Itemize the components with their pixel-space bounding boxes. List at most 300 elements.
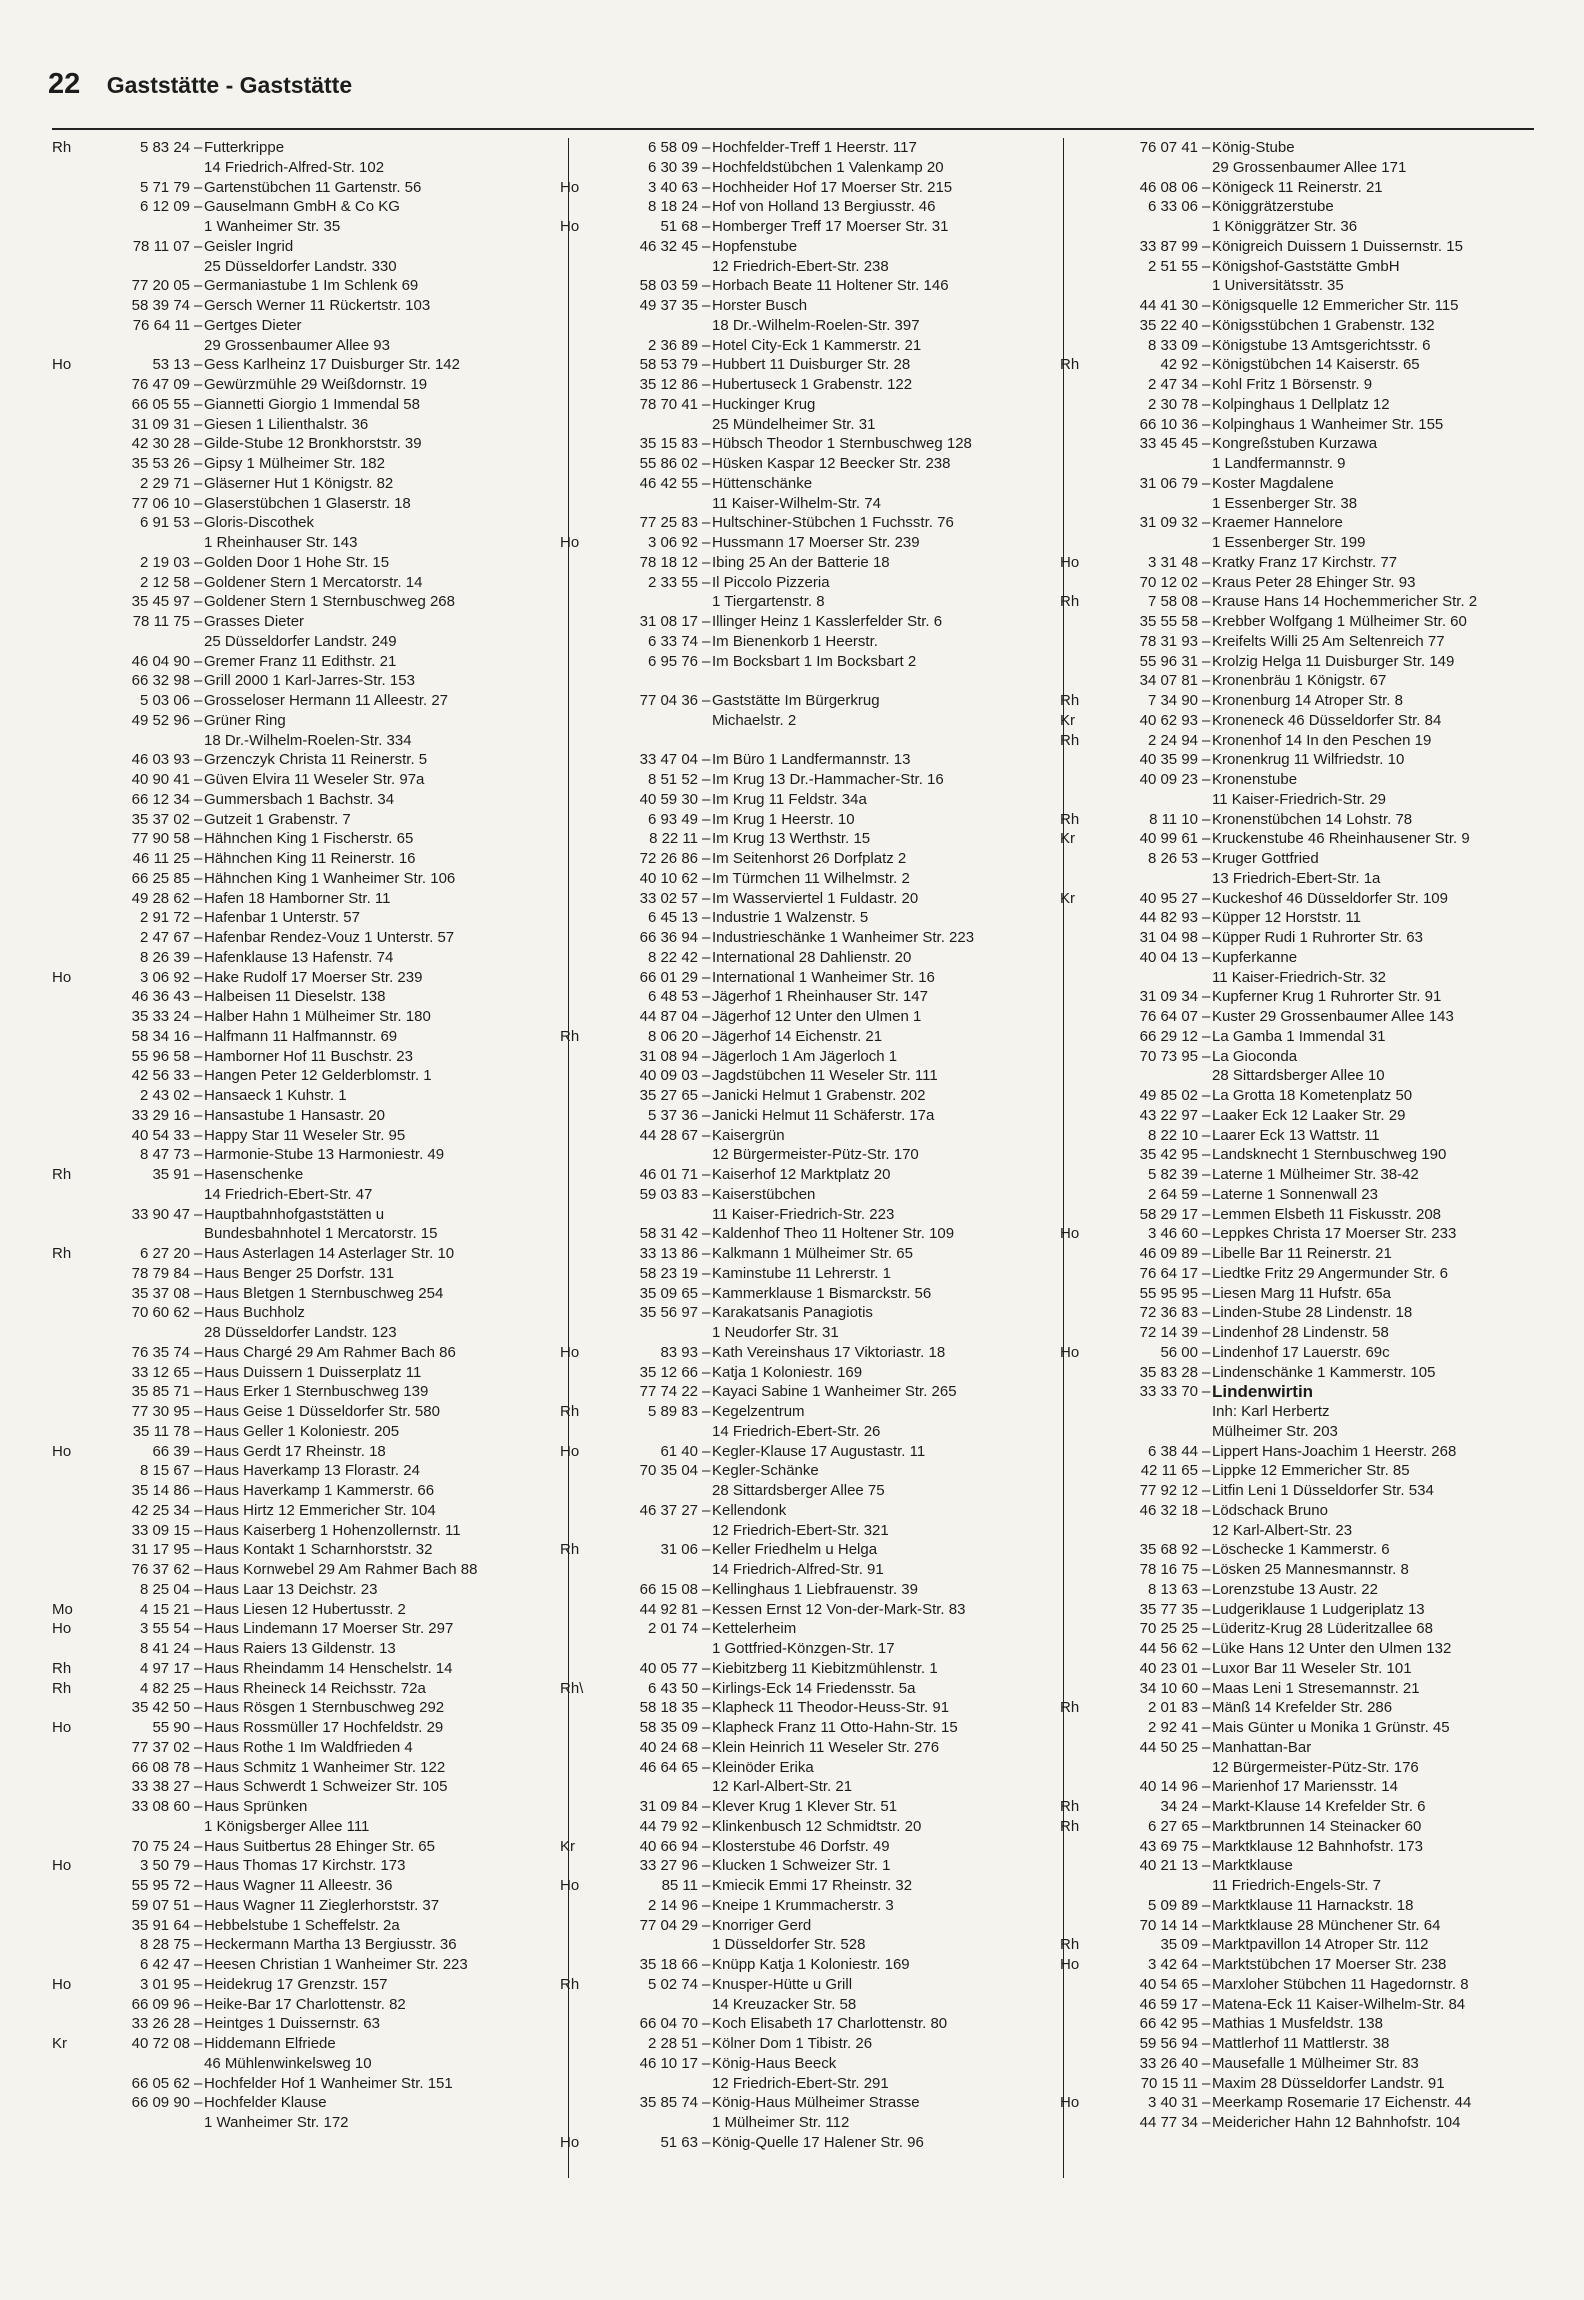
district-prefix bbox=[52, 1995, 96, 2015]
listing-entry bbox=[560, 553, 1046, 573]
entry-dash: – bbox=[194, 2015, 203, 2033]
entry-dash: – bbox=[1202, 1482, 1211, 1499]
listing-entry bbox=[1060, 1896, 1536, 1916]
phone-number: 42 11 65 bbox=[1140, 1462, 1198, 1480]
entry-name-address: Kuster 29 Grossenbaumer Allee 143 bbox=[1212, 1008, 1454, 1025]
entry-name-address: Haus Buchholz bbox=[204, 1304, 305, 1322]
entry-name-address: Kohl Fritz 1 Börsenstr. 9 bbox=[1212, 376, 1373, 393]
entry-dash: – bbox=[1202, 336, 1211, 354]
district-prefix bbox=[52, 1580, 96, 1600]
entry-name-address: Industrieschänke 1 Wanheimer Str. 223 bbox=[712, 929, 975, 946]
phone-number: 46 11 25 bbox=[132, 850, 190, 867]
phone-number: 40 14 96 bbox=[1139, 1778, 1198, 1796]
entry-dash: – bbox=[702, 889, 711, 907]
entry-dash: – bbox=[702, 1620, 711, 1638]
listing-entry bbox=[52, 1027, 548, 1047]
entry-dash: – bbox=[194, 771, 203, 788]
phone-number: 66 10 36 bbox=[1139, 415, 1198, 433]
listing-entry bbox=[52, 138, 548, 158]
listing-entry bbox=[560, 1244, 1046, 1264]
entry-dash: – bbox=[194, 1205, 203, 1223]
phone-number: 31 06 79 bbox=[1139, 474, 1198, 492]
entry-name-address: Marienhof 17 Mariensstr. 14 bbox=[1212, 1778, 1398, 1796]
phone-number: 77 20 05 bbox=[131, 277, 190, 295]
entry-dash: – bbox=[702, 948, 711, 966]
district-prefix bbox=[560, 158, 604, 178]
entry-name-address: Matena-Eck 11 Kaiser-Wilhelm-Str. 84 bbox=[1212, 1995, 1466, 2013]
district-prefix bbox=[1060, 1461, 1104, 1481]
listing-entry bbox=[560, 375, 1046, 395]
district-prefix bbox=[52, 1481, 96, 1501]
entry-dash: – bbox=[702, 1501, 711, 1519]
district-prefix bbox=[560, 454, 604, 474]
entry-name-address: Hochfelder Hof 1 Wanheimer Str. 151 bbox=[204, 2074, 453, 2092]
listing-entry bbox=[560, 1047, 1046, 1067]
district-prefix bbox=[560, 1007, 604, 1027]
listing-entry bbox=[560, 1066, 1046, 1086]
phone-number: 40 35 99 bbox=[1139, 751, 1198, 769]
entry-name-address: Haus Kontakt 1 Scharnhorststr. 32 bbox=[204, 1541, 433, 1559]
listing-entry bbox=[560, 1086, 1046, 1106]
page-header bbox=[48, 68, 1538, 110]
entry-name-address: Grzenczyk Christa 11 Reinerstr. 5 bbox=[204, 751, 428, 769]
entry-name-address: Kirlings-Eck 14 Friedensstr. 5a bbox=[712, 1679, 916, 1697]
entry-name-address: Haus Rossmüller 17 Hochfeldstr. 29 bbox=[204, 1719, 444, 1736]
district-prefix bbox=[1060, 1047, 1104, 1067]
entry-dash: – bbox=[1202, 1719, 1211, 1736]
phone-number: 8 28 75 bbox=[139, 1936, 190, 1954]
entry-name-address: Haus Wagner 11 Alleestr. 36 bbox=[204, 1877, 393, 1894]
district-prefix bbox=[560, 810, 604, 830]
listing-entry bbox=[1060, 1955, 1536, 1975]
district-prefix bbox=[560, 1659, 604, 1679]
district-prefix bbox=[52, 1145, 96, 1165]
phone-number: 72 26 86 bbox=[639, 850, 698, 867]
listing-entry bbox=[1060, 395, 1536, 415]
entry-dash: – bbox=[1202, 395, 1211, 413]
entry-dash: – bbox=[194, 1936, 203, 1954]
phone-number: 35 42 95 bbox=[1139, 1146, 1198, 1164]
listing-entry bbox=[52, 1422, 548, 1442]
entry-name-address: Kongreßstuben Kurzawa bbox=[1212, 435, 1378, 453]
district-prefix bbox=[1060, 1264, 1104, 1284]
listing-entry bbox=[52, 1797, 548, 1817]
phone-number: 2 43 02 bbox=[139, 1087, 190, 1104]
page-title: Gaststätte - Gaststätte bbox=[106, 72, 353, 98]
entry-dash: – bbox=[702, 1403, 711, 1420]
entry-dash: – bbox=[702, 1719, 711, 1736]
listing-entry bbox=[560, 1106, 1046, 1126]
listing-entry bbox=[560, 1738, 1046, 1758]
district-prefix: Rh bbox=[560, 1403, 580, 1420]
district-prefix: Kr bbox=[1060, 830, 1075, 848]
phone-number: 58 31 42 bbox=[639, 1225, 698, 1243]
listing-entry bbox=[560, 474, 1046, 494]
district-prefix bbox=[560, 276, 604, 296]
phone-number: 2 29 71 bbox=[139, 474, 190, 492]
address-continuation: 29 Grossenbaumer Allee 93 bbox=[204, 336, 390, 354]
listing-entry bbox=[560, 1856, 1046, 1876]
phone-number: 6 33 74 bbox=[647, 632, 698, 650]
listing-entry bbox=[560, 276, 1046, 296]
district-prefix bbox=[52, 474, 96, 494]
entry-name-address: Kolpinghaus 1 Wanheimer Str. 155 bbox=[1212, 415, 1444, 433]
entry-name-address: Grüner Ring bbox=[204, 711, 286, 729]
district-prefix bbox=[560, 1600, 604, 1620]
listing-entry bbox=[1060, 770, 1536, 790]
entry-name-address: König-Stube bbox=[1212, 139, 1295, 156]
listing-entry bbox=[52, 1481, 548, 1501]
entry-dash: – bbox=[1202, 1916, 1211, 1934]
district-prefix: Rh bbox=[560, 1541, 580, 1559]
phone-number: 85 11 bbox=[661, 1877, 698, 1894]
district-prefix bbox=[52, 1935, 96, 1955]
district-prefix: Ho bbox=[52, 1975, 72, 1993]
phone-number: 40 10 62 bbox=[639, 869, 698, 887]
entry-name-address: Halbeisen 11 Dieselstr. 138 bbox=[204, 988, 386, 1006]
entry-name-address: Haus Suitbertus 28 Ehinger Str. 65 bbox=[204, 1837, 435, 1855]
entry-name-address: Kuckeshof 46 Düsseldorfer Str. 109 bbox=[1212, 889, 1448, 907]
listing-entry bbox=[52, 197, 548, 217]
listing-entry bbox=[560, 1461, 1046, 1481]
entry-name-address: Huckinger Krug bbox=[712, 395, 816, 413]
district-prefix bbox=[1060, 1007, 1104, 1027]
phone-number: 44 87 04 bbox=[639, 1008, 698, 1025]
phone-number: 70 73 95 bbox=[1139, 1047, 1198, 1065]
entry-dash: – bbox=[1202, 1541, 1211, 1559]
listing-entry bbox=[52, 434, 548, 454]
phone-number: 2 92 41 bbox=[1147, 1719, 1198, 1736]
address-continuation: 12 Friedrich-Ebert-Str. 291 bbox=[712, 2074, 889, 2092]
phone-number: 70 14 14 bbox=[1139, 1916, 1198, 1934]
listing-entry bbox=[52, 948, 548, 968]
entry-dash: – bbox=[1202, 1679, 1211, 1697]
entry-dash: – bbox=[194, 692, 203, 709]
district-prefix bbox=[1060, 2014, 1104, 2034]
entry-name-address: Heintges 1 Duissernstr. 63 bbox=[204, 2015, 380, 2033]
entry-dash: – bbox=[194, 1343, 203, 1361]
phone-number: 46 59 17 bbox=[1139, 1995, 1198, 2013]
listing-entry bbox=[52, 790, 548, 810]
listing-entry bbox=[1060, 671, 1536, 691]
entry-name-address: Lippert Hans-Joachim 1 Heerstr. 268 bbox=[1212, 1442, 1457, 1460]
listing-entry bbox=[1060, 2014, 1536, 2034]
listing-entry bbox=[560, 197, 1046, 217]
entry-name-address: Koster Magdalene bbox=[1212, 474, 1334, 492]
listing-entry bbox=[52, 1205, 548, 1225]
entry-name-address: Kaminstube 11 Lehrerstr. 1 bbox=[712, 1264, 891, 1282]
listing-entry bbox=[52, 1718, 548, 1738]
district-prefix bbox=[560, 138, 604, 158]
entry-dash: – bbox=[1202, 2074, 1211, 2092]
entry-name-address: La Grotta 18 Kometenplatz 50 bbox=[1212, 1087, 1413, 1104]
entry-dash: – bbox=[1202, 2015, 1211, 2033]
entry-name-address: Hebbelstube 1 Scheffelstr. 2a bbox=[204, 1916, 400, 1934]
phone-number: 51 63 bbox=[660, 2133, 698, 2151]
district-prefix bbox=[560, 790, 604, 810]
listing-entry bbox=[1060, 1738, 1536, 1758]
address-continuation: 1 Universitätsstr. 35 bbox=[1212, 277, 1344, 295]
district-prefix bbox=[1060, 1106, 1104, 1126]
district-prefix bbox=[52, 1698, 96, 1718]
phone-number: 40 99 61 bbox=[1139, 830, 1198, 848]
entry-name-address: Knusper-Hütte u Grill bbox=[712, 1975, 853, 1993]
district-prefix: Ho bbox=[560, 534, 580, 551]
entry-name-address: Marktbrunnen 14 Steinacker 60 bbox=[1212, 1817, 1422, 1835]
listing-entry bbox=[52, 1955, 548, 1975]
phone-number: 35 11 78 bbox=[132, 1422, 190, 1440]
phone-number: 2 47 67 bbox=[139, 929, 190, 946]
district-prefix bbox=[1060, 296, 1104, 316]
district-prefix bbox=[560, 1066, 604, 1086]
entry-name-address: Lindenhof 28 Lindenstr. 58 bbox=[1212, 1324, 1389, 1341]
entry-dash: – bbox=[194, 751, 203, 769]
entry-dash: – bbox=[702, 2054, 711, 2072]
district-prefix bbox=[1060, 1382, 1104, 1402]
entry-dash: – bbox=[194, 494, 203, 512]
listing-entry bbox=[52, 1066, 548, 1086]
entry-dash: – bbox=[702, 336, 711, 354]
listing-entry bbox=[1060, 1797, 1536, 1817]
listing-entry bbox=[560, 296, 1046, 316]
phone-number: 33 45 45 bbox=[1139, 435, 1198, 453]
entry-dash: – bbox=[1202, 1995, 1211, 2013]
phone-number: 3 55 54 bbox=[139, 1620, 190, 1638]
phone-number: 77 30 95 bbox=[131, 1403, 190, 1420]
entry-dash: – bbox=[1202, 1778, 1211, 1796]
entry-name-address: Lüderitz-Krug 28 Lüderitzallee 68 bbox=[1212, 1620, 1433, 1638]
listing-entry bbox=[1060, 1619, 1536, 1639]
entry-dash: – bbox=[194, 1363, 203, 1381]
district-prefix bbox=[1060, 1540, 1104, 1560]
district-prefix bbox=[1060, 434, 1104, 454]
entry-dash: – bbox=[194, 1580, 203, 1598]
address-continuation: 11 Kaiser-Friedrich-Str. 223 bbox=[712, 1205, 895, 1223]
address-continuation: 29 Grossenbaumer Allee 171 bbox=[1212, 158, 1407, 176]
listing-entry bbox=[560, 889, 1046, 909]
entry-name-address: Haus Rheindamm 14 Henschelstr. 14 bbox=[204, 1659, 453, 1677]
district-prefix bbox=[560, 889, 604, 909]
address-continuation: Mülheimer Str. 203 bbox=[1212, 1422, 1338, 1440]
district-prefix: Rh bbox=[1060, 810, 1080, 828]
entry-dash: – bbox=[1202, 771, 1211, 788]
phone-number: 5 37 36 bbox=[647, 1106, 698, 1124]
entry-name-address: Hähnchen King 11 Reinerstr. 16 bbox=[204, 850, 416, 867]
entry-dash: – bbox=[194, 1462, 203, 1480]
phone-number: 34 10 60 bbox=[1139, 1679, 1198, 1697]
phone-number: 66 09 90 bbox=[131, 2094, 190, 2112]
listing-entry bbox=[52, 1363, 548, 1383]
district-prefix bbox=[560, 2014, 604, 2034]
entry-dash: – bbox=[1202, 553, 1211, 571]
listing-entry bbox=[1060, 1560, 1536, 1580]
listing-entry bbox=[560, 336, 1046, 356]
entry-name-address: Löschecke 1 Kammerstr. 6 bbox=[1212, 1541, 1390, 1559]
entry-name-address: Mattlerhof 11 Mattlerstr. 38 bbox=[1212, 2035, 1390, 2052]
phone-number: 59 56 94 bbox=[1139, 2035, 1198, 2052]
listing-entry bbox=[1060, 948, 1536, 968]
listing-entry bbox=[52, 2093, 548, 2113]
phone-number: 5 09 89 bbox=[1147, 1896, 1198, 1914]
entry-name-address: Mänß 14 Krefelder Str. 286 bbox=[1212, 1699, 1393, 1717]
entry-dash: – bbox=[194, 1541, 203, 1559]
district-prefix bbox=[560, 336, 604, 356]
district-prefix bbox=[1060, 1777, 1104, 1797]
phone-number: 31 09 84 bbox=[639, 1798, 698, 1815]
entry-dash: – bbox=[702, 158, 711, 176]
entry-dash: – bbox=[1202, 415, 1211, 433]
phone-number: 55 86 02 bbox=[639, 455, 698, 472]
entry-dash: – bbox=[1202, 1087, 1211, 1104]
listing-entry bbox=[1060, 1284, 1536, 1304]
listing-entry bbox=[1060, 1086, 1536, 1106]
phone-number: 2 28 51 bbox=[647, 2035, 698, 2052]
entry-name-address: Halfmann 11 Halfmannstr. 69 bbox=[204, 1027, 398, 1045]
entry-name-address: Lindenwirtin bbox=[1212, 1382, 1314, 1402]
listing-entry bbox=[560, 1837, 1046, 1857]
listing-entry bbox=[1060, 829, 1536, 849]
entry-name-address: Im Krug 13 Dr.-Hammacher-Str. 16 bbox=[712, 771, 944, 788]
entry-name-address: Königsquelle 12 Emmericher Str. 115 bbox=[1212, 297, 1459, 314]
district-prefix bbox=[560, 1797, 604, 1817]
district-prefix bbox=[1060, 1639, 1104, 1659]
entry-dash: – bbox=[702, 1956, 711, 1973]
entry-name-address: Kleinöder Erika bbox=[712, 1758, 814, 1776]
district-prefix bbox=[1060, 513, 1104, 533]
entry-dash: – bbox=[1202, 1501, 1211, 1519]
phone-number: 8 51 52 bbox=[647, 771, 698, 788]
district-prefix bbox=[52, 750, 96, 770]
district-prefix bbox=[1060, 1284, 1104, 1304]
entry-name-address: Knüpp Katja 1 Koloniestr. 169 bbox=[712, 1956, 910, 1973]
district-prefix: Rh bbox=[52, 1245, 72, 1262]
listing-entry bbox=[52, 553, 548, 573]
entry-dash: – bbox=[194, 1422, 203, 1440]
entry-name-address: Mausefalle 1 Mülheimer Str. 83 bbox=[1212, 2054, 1419, 2072]
address-continuation: 11 Kaiser-Wilhelm-Str. 74 bbox=[712, 494, 881, 512]
entry-dash: – bbox=[194, 1501, 203, 1519]
entry-name-address: Marktklause 12 Bahnhofstr. 173 bbox=[1212, 1837, 1423, 1855]
listing-entry bbox=[560, 1442, 1046, 1462]
entry-name-address: Königsstübchen 1 Grabenstr. 132 bbox=[1212, 316, 1435, 334]
entry-dash: – bbox=[1202, 988, 1211, 1006]
entry-dash: – bbox=[1202, 1185, 1211, 1203]
district-prefix bbox=[1060, 1442, 1104, 1462]
phone-number: 2 33 55 bbox=[647, 573, 698, 591]
entry-dash: – bbox=[194, 1995, 203, 2013]
entry-name-address: Kellinghaus 1 Liebfrauenstr. 39 bbox=[712, 1580, 918, 1598]
listing-entry bbox=[1060, 1165, 1536, 1185]
listing-entry bbox=[52, 671, 548, 691]
entry-dash: – bbox=[194, 1146, 203, 1164]
entry-dash: – bbox=[1202, 1817, 1211, 1835]
listing-entry bbox=[560, 2034, 1046, 2054]
entry-dash: – bbox=[702, 178, 711, 196]
listing-entry bbox=[1060, 1047, 1536, 1067]
phone-number: 70 75 24 bbox=[131, 1837, 190, 1855]
entry-name-address: Kolpinghaus 1 Dellplatz 12 bbox=[1212, 395, 1390, 413]
entry-dash: – bbox=[1202, 1166, 1211, 1183]
district-prefix bbox=[560, 829, 604, 849]
listing-entry bbox=[560, 1540, 1046, 1560]
entry-name-address: Hafenklause 13 Hafenstr. 74 bbox=[204, 948, 394, 966]
entry-dash: – bbox=[1202, 751, 1211, 769]
listing-entry bbox=[52, 711, 548, 731]
district-prefix bbox=[52, 770, 96, 790]
district-prefix bbox=[52, 1521, 96, 1541]
phone-number: 40 05 77 bbox=[639, 1659, 698, 1677]
listing-entry bbox=[52, 612, 548, 632]
listing-entry bbox=[52, 810, 548, 830]
district-prefix bbox=[1060, 2054, 1104, 2074]
district-prefix bbox=[52, 1047, 96, 1067]
address-continuation: 12 Karl-Albert-Str. 23 bbox=[1212, 1521, 1353, 1539]
listing-entry bbox=[1060, 849, 1536, 869]
phone-number: 40 21 13 bbox=[1139, 1857, 1198, 1875]
phone-number: 66 05 62 bbox=[131, 2074, 190, 2092]
phone-number: 33 26 28 bbox=[131, 2015, 190, 2033]
listing-entry bbox=[52, 513, 548, 533]
entry-dash: – bbox=[1202, 1324, 1211, 1341]
district-prefix: Rh bbox=[560, 1027, 580, 1045]
entry-dash: – bbox=[194, 1245, 203, 1262]
listing-entry bbox=[1060, 1995, 1536, 2015]
entry-dash: – bbox=[1202, 297, 1211, 314]
district-prefix: Ho bbox=[52, 1442, 72, 1460]
phone-number: 46 10 17 bbox=[639, 2054, 698, 2072]
district-prefix bbox=[52, 375, 96, 395]
listing-entry bbox=[52, 1047, 548, 1067]
entry-dash: – bbox=[702, 1896, 711, 1914]
entry-name-address: Kruckenstube 46 Rheinhausener Str. 9 bbox=[1212, 830, 1470, 848]
listing-entry bbox=[560, 652, 1046, 672]
district-prefix bbox=[560, 1758, 604, 1778]
entry-name-address: Linden-Stube 28 Lindenstr. 18 bbox=[1212, 1304, 1413, 1322]
phone-number: 2 51 55 bbox=[1147, 257, 1198, 275]
entry-dash: – bbox=[194, 1383, 203, 1401]
district-prefix bbox=[560, 1698, 604, 1718]
phone-number: 8 33 09 bbox=[1147, 336, 1198, 354]
entry-dash: – bbox=[1202, 198, 1211, 216]
listing-entry bbox=[1060, 336, 1536, 356]
listing-entry bbox=[560, 1659, 1046, 1679]
phone-number: 2 30 78 bbox=[1147, 395, 1198, 413]
phone-number: 76 47 09 bbox=[131, 376, 190, 393]
district-prefix bbox=[1060, 1244, 1104, 1264]
phone-number: 78 16 75 bbox=[1139, 1561, 1198, 1578]
district-prefix: Mo bbox=[52, 1600, 73, 1618]
phone-number: 76 35 74 bbox=[131, 1343, 190, 1361]
district-prefix bbox=[1060, 1363, 1104, 1383]
listing-entry bbox=[1060, 1185, 1536, 1205]
phone-number: 31 08 17 bbox=[639, 613, 698, 630]
entry-name-address: Hultschiner-Stübchen 1 Fuchsstr. 76 bbox=[712, 514, 954, 532]
entry-name-address: Harmonie-Stube 13 Harmoniestr. 49 bbox=[204, 1146, 445, 1164]
entry-dash: – bbox=[702, 652, 711, 670]
phone-number: 35 83 28 bbox=[1139, 1363, 1198, 1381]
phone-number: 6 93 49 bbox=[647, 810, 698, 828]
district-prefix bbox=[52, 908, 96, 928]
entry-name-address: Happy Star 11 Weseler Str. 95 bbox=[204, 1126, 406, 1144]
address-continuation: 12 Karl-Albert-Str. 21 bbox=[712, 1778, 853, 1796]
entry-name-address: Im Bienenkorb 1 Heerstr. bbox=[712, 632, 878, 650]
district-prefix bbox=[1060, 1580, 1104, 1600]
district-prefix bbox=[1060, 573, 1104, 593]
address-continuation: 14 Friedrich-Alfred-Str. 91 bbox=[712, 1561, 884, 1578]
entry-name-address: Hähnchen King 1 Wanheimer Str. 106 bbox=[204, 869, 456, 887]
entry-dash: – bbox=[194, 237, 203, 255]
district-prefix bbox=[52, 671, 96, 691]
